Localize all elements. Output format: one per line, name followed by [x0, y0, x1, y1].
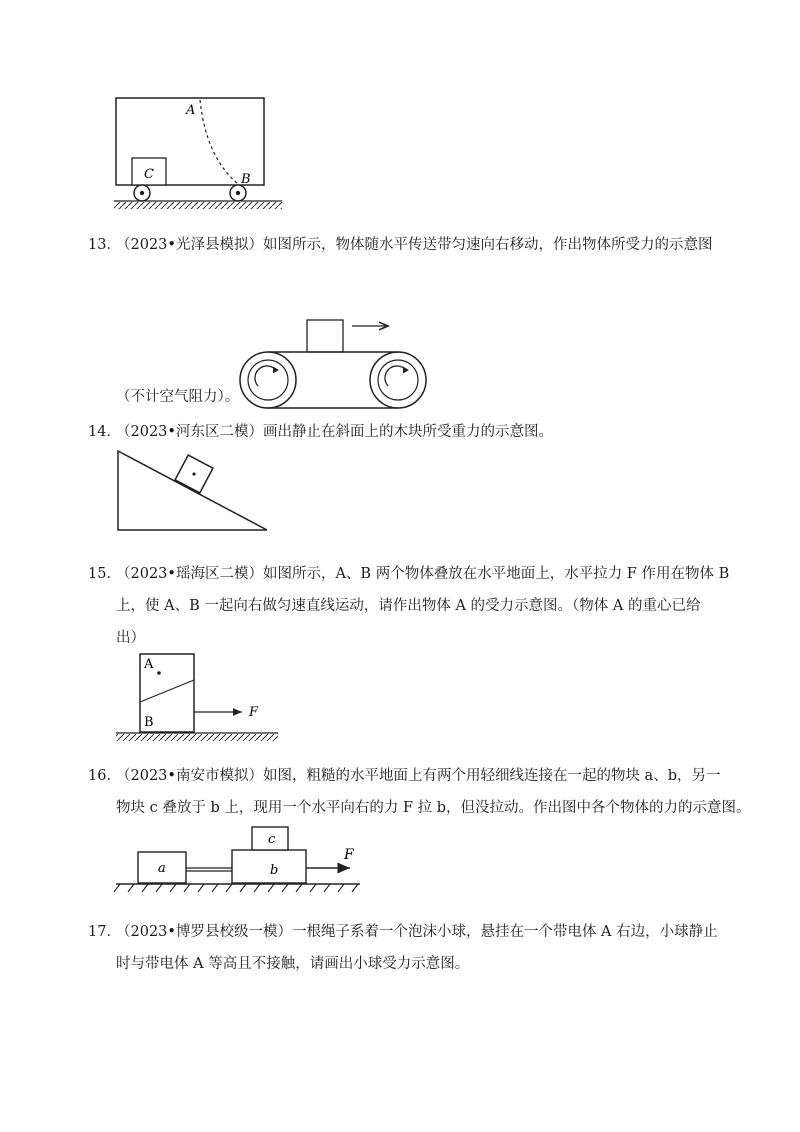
label-a: A	[144, 657, 154, 672]
question-17-text-1: （2023•博罗县校级一模）一根绳子系着一个泡沫小球，悬挂在一个带电体 A 右边，小球静止	[116, 924, 718, 940]
question-17-number: 17．	[88, 924, 121, 940]
question-16-text-2: 物块 c 叠放于 b 上，现用一个水平向右的力 F 拉 b，但没拉动。作出图中各个物体的力的示意图。	[116, 800, 751, 816]
label-b: B	[241, 172, 251, 187]
ground-hatch	[114, 202, 282, 209]
question-13-number: 13．	[88, 237, 121, 253]
label-a: a	[158, 861, 166, 876]
incline-figure	[112, 445, 277, 535]
curved-path	[200, 100, 238, 184]
conveyor-object	[307, 320, 343, 352]
question-16-text-1: （2023•南安市模拟）如图，粗糙的水平地面上有两个用轻细线连接在一起的物块 a、b，另一	[116, 768, 721, 784]
conveyor-figure	[238, 312, 438, 412]
label-b: b	[270, 863, 279, 878]
label-c: c	[268, 832, 276, 847]
question-15-text-1: （2023•瑶海区二模）如图所示，A、B 两个物体叠放在水平地面上，水平拉力 F 作用在物体 B	[116, 566, 730, 582]
label-f: F	[249, 705, 259, 720]
question-14-text: （2023•河东区二模）画出静止在斜面上的木块所受重力的示意图。	[116, 424, 553, 440]
stack-divider	[140, 680, 194, 702]
question-13-text: （2023•光泽县模拟）如图所示，物体随水平传送带匀速向右移动，作出物体所受力的示意图	[116, 237, 713, 253]
ground-hatch	[116, 734, 278, 741]
cart-figure	[110, 92, 290, 212]
question-15-number: 15．	[88, 566, 121, 582]
stack-figure	[112, 650, 287, 745]
block-b	[232, 850, 306, 883]
label-f: F	[344, 847, 354, 863]
question-16-number: 16．	[88, 768, 121, 784]
question-17-text-2: 时与带电体 A 等高且不接触，请画出小球受力示意图。	[116, 956, 470, 972]
label-c: C	[144, 167, 154, 182]
question-14-number: 14．	[88, 424, 121, 440]
ground-hatch	[114, 884, 358, 892]
incline-block	[175, 455, 213, 493]
label-b: B	[144, 715, 154, 730]
question-13-text-cont: （不计空气阻力）。	[116, 389, 240, 405]
center-of-gravity	[157, 671, 161, 675]
label-a: A	[186, 103, 196, 118]
blocks-figure	[112, 822, 367, 897]
question-15-text-3: 出）	[116, 630, 145, 646]
question-15-text-2: 上，使 A、B 一起向右做匀速直线运动，请作出物体 A 的受力示意图。（物体 A 的重心已给	[116, 598, 701, 614]
